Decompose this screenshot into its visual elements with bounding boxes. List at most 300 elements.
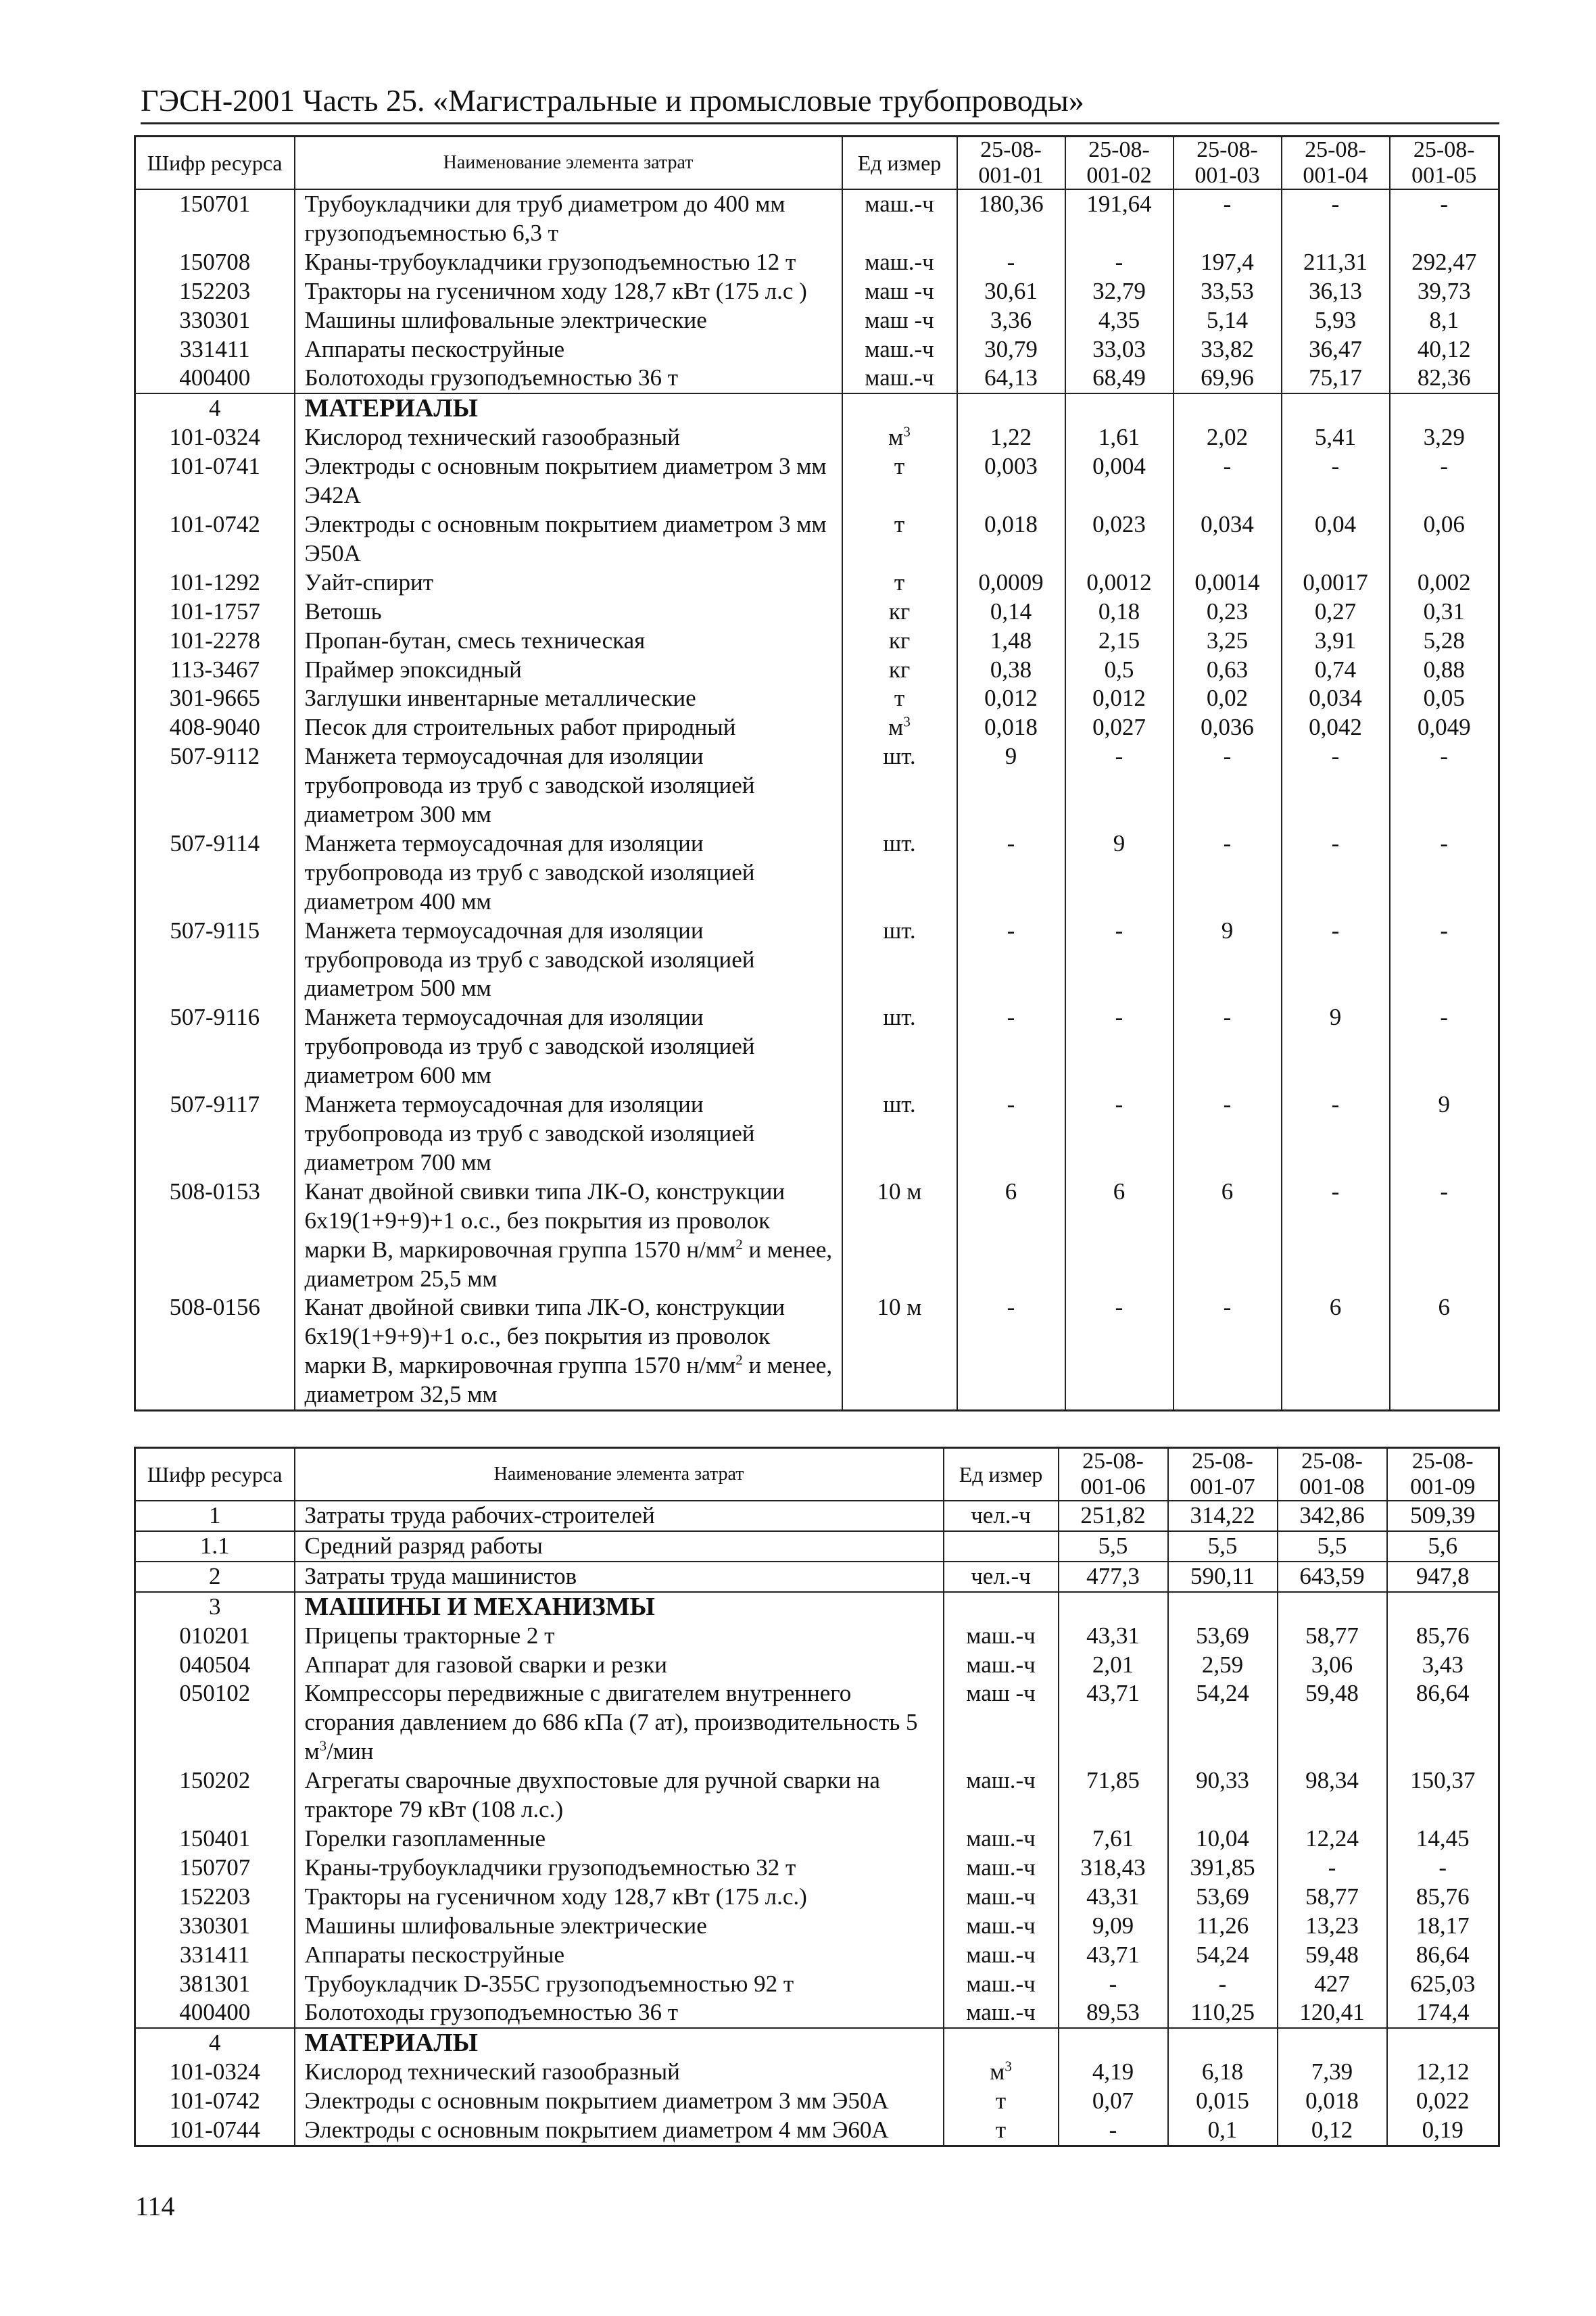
value-cell: 150,37 bbox=[1387, 1766, 1499, 1825]
value-cell: 5,6 bbox=[1387, 1531, 1499, 1562]
value-cell bbox=[1168, 2028, 1278, 2058]
unit-cell: маш.-ч bbox=[842, 335, 957, 364]
unit-cell: шт. bbox=[842, 917, 957, 1004]
resource-name: Краны-трубоукладчики грузоподъемностью 32 т bbox=[295, 1854, 944, 1883]
value-cell: 197,4 bbox=[1174, 248, 1282, 277]
value-cell: 180,36 bbox=[957, 189, 1065, 248]
resource-code: 101-0742 bbox=[135, 510, 295, 569]
resource-name: Манжета термоусадочная для изоляции трубопровода из труб с заводской изоляцией диаметром 500 мм bbox=[295, 917, 842, 1004]
value-cell: 53,69 bbox=[1168, 1622, 1278, 1651]
resource-code: 101-0324 bbox=[135, 2058, 295, 2087]
col-header-norm: 25-08- 001-01 bbox=[957, 137, 1065, 190]
value-cell: 6 bbox=[1282, 1293, 1390, 1410]
resource-code: 1.1 bbox=[135, 1531, 295, 1562]
unit-cell: $м^3$ bbox=[842, 713, 957, 742]
value-cell: 0,05 bbox=[1390, 684, 1499, 713]
resource-name: Канат двойной свивки типа ЛК-О, конструкции 6х19(1+9+9)+1 о.с., без покрытия из проволок марки В, маркировочная группа 1570 $н/мм^2$ и менее, диаметром 25,5 мм bbox=[295, 1178, 842, 1294]
value-cell bbox=[957, 393, 1065, 423]
table-row bbox=[135, 306, 1499, 335]
resource-code: 381301 bbox=[135, 1970, 295, 1999]
value-cell: 14,45 bbox=[1387, 1825, 1499, 1854]
value-cell bbox=[1174, 393, 1282, 423]
col-header-norm: 25-08- 001-09 bbox=[1387, 1448, 1499, 1501]
unit-cell: маш.-ч bbox=[842, 189, 957, 248]
table-row bbox=[135, 1178, 1499, 1294]
value-cell: 58,77 bbox=[1278, 1622, 1387, 1651]
value-cell: - bbox=[1065, 1003, 1174, 1090]
table-header-row bbox=[135, 1448, 1499, 1501]
value-cell: 7,61 bbox=[1059, 1825, 1168, 1854]
value-cell: 0,88 bbox=[1390, 656, 1499, 685]
resource-code: 101-1757 bbox=[135, 598, 295, 627]
table-row bbox=[135, 656, 1499, 685]
resource-code: 4 bbox=[135, 2028, 295, 2058]
resource-name: Ветошь bbox=[295, 598, 842, 627]
resource-code: 2 bbox=[135, 1562, 295, 1592]
resource-code: 3 bbox=[135, 1592, 295, 1622]
unit-cell: маш -ч bbox=[842, 306, 957, 335]
value-cell: - bbox=[1065, 1090, 1174, 1178]
table-row bbox=[135, 1854, 1499, 1883]
resource-code: 113-3467 bbox=[135, 656, 295, 685]
value-cell: 2,15 bbox=[1065, 627, 1174, 656]
table-row bbox=[135, 1651, 1499, 1680]
col-header-norm: 25-08- 001-04 bbox=[1282, 137, 1390, 190]
resource-name: МАТЕРИАЛЫ bbox=[295, 393, 842, 423]
value-cell: 90,33 bbox=[1168, 1766, 1278, 1825]
value-cell: 0,07 bbox=[1059, 2087, 1168, 2116]
unit-cell bbox=[944, 1592, 1059, 1622]
unit-cell: кг bbox=[842, 627, 957, 656]
table-row bbox=[135, 335, 1499, 364]
value-cell: - bbox=[1282, 452, 1390, 510]
resource-name: Трубоукладчик D-355C грузоподъемностью 92 т bbox=[295, 1970, 944, 1999]
value-cell: 9 bbox=[1174, 917, 1282, 1004]
value-cell: 590,11 bbox=[1168, 1562, 1278, 1592]
value-cell bbox=[1059, 2028, 1168, 2058]
value-cell bbox=[1390, 393, 1499, 423]
table-row bbox=[135, 364, 1499, 393]
value-cell: - bbox=[1282, 829, 1390, 917]
value-cell: 0,38 bbox=[957, 656, 1065, 685]
value-cell: 0,31 bbox=[1390, 598, 1499, 627]
value-cell: - bbox=[957, 829, 1065, 917]
resource-name: Заглушки инвентарные металлические bbox=[295, 684, 842, 713]
value-cell: - bbox=[1174, 829, 1282, 917]
resource-code: 331411 bbox=[135, 1941, 295, 1970]
unit-cell: т bbox=[842, 684, 957, 713]
value-cell bbox=[1168, 1592, 1278, 1622]
value-cell: 5,5 bbox=[1168, 1531, 1278, 1562]
value-cell: 85,76 bbox=[1387, 1883, 1499, 1912]
resource-name: Манжета термоусадочная для изоляции трубопровода из труб с заводской изоляцией диаметром 700 мм bbox=[295, 1090, 842, 1178]
table-row bbox=[135, 2087, 1499, 2116]
value-cell: 6 bbox=[1174, 1178, 1282, 1294]
value-cell: 2,01 bbox=[1059, 1651, 1168, 1680]
value-cell: - bbox=[1174, 742, 1282, 829]
value-cell: 5,28 bbox=[1390, 627, 1499, 656]
value-cell: 39,73 bbox=[1390, 277, 1499, 306]
value-cell: 0,0014 bbox=[1174, 569, 1282, 598]
value-cell: - bbox=[1390, 742, 1499, 829]
value-cell: 98,34 bbox=[1278, 1766, 1387, 1825]
value-cell: 5,5 bbox=[1278, 1531, 1387, 1562]
unit-cell: шт. bbox=[842, 742, 957, 829]
resource-code: 508-0156 bbox=[135, 1293, 295, 1410]
value-cell: - bbox=[957, 1003, 1065, 1090]
value-cell: - bbox=[1390, 917, 1499, 1004]
resource-code: 101-0742 bbox=[135, 2087, 295, 2116]
table-row bbox=[135, 684, 1499, 713]
resource-name: МАТЕРИАЛЫ bbox=[295, 2028, 944, 2058]
value-cell bbox=[1387, 1592, 1499, 1622]
resource-code: 050102 bbox=[135, 1679, 295, 1766]
value-cell: 10,04 bbox=[1168, 1825, 1278, 1854]
page-header: ГЭСН-2001 Часть 25. «Магистральные и промысловые трубопроводы» bbox=[141, 82, 1499, 124]
table-row bbox=[135, 829, 1499, 917]
resource-name: Манжета термоусадочная для изоляции трубопровода из труб с заводской изоляцией диаметром 400 мм bbox=[295, 829, 842, 917]
value-cell: 0,002 bbox=[1390, 569, 1499, 598]
table-row bbox=[135, 598, 1499, 627]
value-cell: 391,85 bbox=[1168, 1854, 1278, 1883]
value-cell: 292,47 bbox=[1390, 248, 1499, 277]
value-cell: 9 bbox=[1065, 829, 1174, 917]
value-cell: 59,48 bbox=[1278, 1941, 1387, 1970]
value-cell: 174,4 bbox=[1387, 1998, 1499, 2028]
value-cell: 0,012 bbox=[1065, 684, 1174, 713]
col-header-code: Шифр ресурса bbox=[135, 137, 295, 190]
table-row bbox=[135, 1531, 1499, 1562]
value-cell: 89,53 bbox=[1059, 1998, 1168, 2028]
value-cell: 86,64 bbox=[1387, 1941, 1499, 1970]
value-cell: - bbox=[1282, 1090, 1390, 1178]
table-row bbox=[135, 1883, 1499, 1912]
value-cell: 0,023 bbox=[1065, 510, 1174, 569]
value-cell: - bbox=[1059, 2116, 1168, 2146]
value-cell: 251,82 bbox=[1059, 1501, 1168, 1531]
unit-cell: 10 м bbox=[842, 1178, 957, 1294]
resource-code: 330301 bbox=[135, 306, 295, 335]
resource-name: Прицепы тракторные 2 т bbox=[295, 1622, 944, 1651]
section-row bbox=[135, 2028, 1499, 2058]
value-cell: - bbox=[1278, 1854, 1387, 1883]
value-cell: 5,93 bbox=[1282, 306, 1390, 335]
value-cell: 4,19 bbox=[1059, 2058, 1168, 2087]
value-cell: 11,26 bbox=[1168, 1912, 1278, 1941]
value-cell: 0,0017 bbox=[1282, 569, 1390, 598]
table-row bbox=[135, 1679, 1499, 1766]
value-cell: 53,69 bbox=[1168, 1883, 1278, 1912]
unit-cell: т bbox=[944, 2116, 1059, 2146]
table-row bbox=[135, 2058, 1499, 2087]
value-cell: 477,3 bbox=[1059, 1562, 1168, 1592]
value-cell: 110,25 bbox=[1168, 1998, 1278, 2028]
table-row bbox=[135, 1912, 1499, 1941]
value-cell: 191,64 bbox=[1065, 189, 1174, 248]
table-row bbox=[135, 627, 1499, 656]
table-row bbox=[135, 917, 1499, 1004]
unit-cell: маш.-ч bbox=[944, 1912, 1059, 1941]
value-cell: 43,71 bbox=[1059, 1941, 1168, 1970]
resource-code: 4 bbox=[135, 393, 295, 423]
value-cell: 0,042 bbox=[1282, 713, 1390, 742]
table-row bbox=[135, 1562, 1499, 1592]
resource-name: Электроды с основным покрытием диаметром 3 мм Э42А bbox=[295, 452, 842, 510]
unit-cell: маш -ч bbox=[842, 277, 957, 306]
table-row bbox=[135, 423, 1499, 452]
value-cell: 68,49 bbox=[1065, 364, 1174, 393]
resource-name: Агрегаты сварочные двухпостовые для ручной сварки на тракторе 79 кВт (108 л.с.) bbox=[295, 1766, 944, 1825]
value-cell: 0,74 bbox=[1282, 656, 1390, 685]
value-cell: 86,64 bbox=[1387, 1679, 1499, 1766]
value-cell: 6 bbox=[1065, 1178, 1174, 1294]
resource-code: 010201 bbox=[135, 1622, 295, 1651]
value-cell: 85,76 bbox=[1387, 1622, 1499, 1651]
value-cell: - bbox=[1174, 1293, 1282, 1410]
table-row bbox=[135, 1501, 1499, 1531]
value-cell: 0,004 bbox=[1065, 452, 1174, 510]
value-cell: 1,61 bbox=[1065, 423, 1174, 452]
value-cell: 0,049 bbox=[1390, 713, 1499, 742]
value-cell: 643,59 bbox=[1278, 1562, 1387, 1592]
unit-cell: маш.-ч bbox=[944, 1883, 1059, 1912]
unit-cell: чел.-ч bbox=[944, 1562, 1059, 1592]
resource-code: 101-0741 bbox=[135, 452, 295, 510]
value-cell: 0,63 bbox=[1174, 656, 1282, 685]
value-cell: 6 bbox=[957, 1178, 1065, 1294]
resource-table-1 bbox=[134, 135, 1500, 1412]
value-cell: - bbox=[1168, 1970, 1278, 1999]
value-cell: 43,71 bbox=[1059, 1679, 1168, 1766]
unit-cell: маш.-ч bbox=[944, 1998, 1059, 2028]
value-cell: 12,12 bbox=[1387, 2058, 1499, 2087]
unit-cell: маш.-ч bbox=[944, 1941, 1059, 1970]
table-row bbox=[135, 569, 1499, 598]
table-row bbox=[135, 1622, 1499, 1651]
table-row bbox=[135, 1090, 1499, 1178]
resource-code: 152203 bbox=[135, 277, 295, 306]
value-cell: 0,034 bbox=[1174, 510, 1282, 569]
resource-name: Аппараты пескоструйные bbox=[295, 1941, 944, 1970]
unit-cell bbox=[944, 1531, 1059, 1562]
resource-name: Кислород технический газообразный bbox=[295, 2058, 944, 2087]
value-cell: 0,18 bbox=[1065, 598, 1174, 627]
resource-code: 400400 bbox=[135, 364, 295, 393]
resource-name: Пропан-бутан, смесь техническая bbox=[295, 627, 842, 656]
unit-cell: маш.-ч bbox=[842, 248, 957, 277]
col-header-norm: 25-08- 001-05 bbox=[1390, 137, 1499, 190]
value-cell: 3,25 bbox=[1174, 627, 1282, 656]
resource-code: 150202 bbox=[135, 1766, 295, 1825]
table-row bbox=[135, 1825, 1499, 1854]
value-cell: 7,39 bbox=[1278, 2058, 1387, 2087]
value-cell bbox=[1282, 393, 1390, 423]
value-cell: 0,018 bbox=[957, 713, 1065, 742]
resource-name: Канат двойной свивки типа ЛК-О, конструкции 6х19(1+9+9)+1 о.с., без покрытия из проволок марки В, маркировочная группа 1570 $н/мм^2$ и менее, диаметром 32,5 мм bbox=[295, 1293, 842, 1410]
value-cell: 0,23 bbox=[1174, 598, 1282, 627]
col-header-unit: Ед измер bbox=[944, 1448, 1059, 1501]
value-cell: 36,13 bbox=[1282, 277, 1390, 306]
col-header-norm: 25-08- 001-06 bbox=[1059, 1448, 1168, 1501]
table-row bbox=[135, 1970, 1499, 1999]
resource-name: Болотоходы грузоподъемностью 36 т bbox=[295, 1998, 944, 2028]
value-cell: 2,59 bbox=[1168, 1651, 1278, 1680]
unit-cell: кг bbox=[842, 656, 957, 685]
value-cell: 4,35 bbox=[1065, 306, 1174, 335]
value-cell: - bbox=[1282, 1178, 1390, 1294]
value-cell: - bbox=[1174, 1090, 1282, 1178]
resource-name: Горелки газопламенные bbox=[295, 1825, 944, 1854]
value-cell: 64,13 bbox=[957, 364, 1065, 393]
value-cell: - bbox=[1390, 189, 1499, 248]
value-cell: 3,29 bbox=[1390, 423, 1499, 452]
value-cell: 1,48 bbox=[957, 627, 1065, 656]
value-cell: 211,31 bbox=[1282, 248, 1390, 277]
value-cell: 3,91 bbox=[1282, 627, 1390, 656]
value-cell: 30,61 bbox=[957, 277, 1065, 306]
value-cell: - bbox=[1174, 189, 1282, 248]
value-cell: 0,19 bbox=[1387, 2116, 1499, 2146]
resource-name: Трубоукладчики для труб диаметром до 400 мм грузоподъемностью 6,3 т bbox=[295, 189, 842, 248]
resource-code: 150401 bbox=[135, 1825, 295, 1854]
unit-cell: шт. bbox=[842, 1090, 957, 1178]
unit-cell: т bbox=[842, 510, 957, 569]
value-cell: 33,53 bbox=[1174, 277, 1282, 306]
resource-name: Машины шлифовальные электрические bbox=[295, 1912, 944, 1941]
value-cell bbox=[1278, 2028, 1387, 2058]
value-cell: 54,24 bbox=[1168, 1679, 1278, 1766]
resource-name: Машины шлифовальные электрические bbox=[295, 306, 842, 335]
unit-cell bbox=[842, 393, 957, 423]
resource-name: Электроды с основным покрытием диаметром 3 мм Э50А bbox=[295, 510, 842, 569]
col-header-norm: 25-08- 001-07 bbox=[1168, 1448, 1278, 1501]
value-cell: 314,22 bbox=[1168, 1501, 1278, 1531]
value-cell: 82,36 bbox=[1390, 364, 1499, 393]
resource-code: 101-0324 bbox=[135, 423, 295, 452]
value-cell: 0,012 bbox=[957, 684, 1065, 713]
value-cell: 33,03 bbox=[1065, 335, 1174, 364]
value-cell: 0,018 bbox=[957, 510, 1065, 569]
value-cell: 13,23 bbox=[1278, 1912, 1387, 1941]
value-cell: - bbox=[1390, 1178, 1499, 1294]
value-cell: 9 bbox=[1390, 1090, 1499, 1178]
value-cell: 58,77 bbox=[1278, 1883, 1387, 1912]
value-cell: - bbox=[1282, 917, 1390, 1004]
unit-cell: т bbox=[944, 2087, 1059, 2116]
col-header-norm: 25-08- 001-03 bbox=[1174, 137, 1282, 190]
value-cell: 0,022 bbox=[1387, 2087, 1499, 2116]
resource-code: 150708 bbox=[135, 248, 295, 277]
value-cell: 36,47 bbox=[1282, 335, 1390, 364]
table-row bbox=[135, 277, 1499, 306]
value-cell: 43,31 bbox=[1059, 1883, 1168, 1912]
value-cell: 0,1 bbox=[1168, 2116, 1278, 2146]
value-cell: - bbox=[1065, 1293, 1174, 1410]
value-cell: - bbox=[1282, 742, 1390, 829]
value-cell: 6,18 bbox=[1168, 2058, 1278, 2087]
resource-name: Аппарат для газовой сварки и резки bbox=[295, 1651, 944, 1680]
value-cell: 33,82 bbox=[1174, 335, 1282, 364]
value-cell: 0,003 bbox=[957, 452, 1065, 510]
value-cell: - bbox=[1387, 1854, 1499, 1883]
table-row bbox=[135, 1941, 1499, 1970]
page-number: 114 bbox=[135, 2191, 175, 2221]
resource-name: Средний разряд работы bbox=[295, 1531, 944, 1562]
value-cell: - bbox=[1390, 1003, 1499, 1090]
value-cell bbox=[1278, 1592, 1387, 1622]
resource-code: 040504 bbox=[135, 1651, 295, 1680]
value-cell: - bbox=[957, 1090, 1065, 1178]
value-cell: 0,018 bbox=[1278, 2087, 1387, 2116]
value-cell: 9 bbox=[1282, 1003, 1390, 1090]
value-cell: 625,03 bbox=[1387, 1970, 1499, 1999]
unit-cell: маш.-ч bbox=[944, 1651, 1059, 1680]
resource-code: 330301 bbox=[135, 1912, 295, 1941]
unit-cell: чел.-ч bbox=[944, 1501, 1059, 1531]
value-cell: 0,14 bbox=[957, 598, 1065, 627]
value-cell: 0,015 bbox=[1168, 2087, 1278, 2116]
col-header-name: Наименование элемента затрат bbox=[295, 1448, 944, 1501]
col-header-norm: 25-08- 001-08 bbox=[1278, 1448, 1387, 1501]
value-cell: - bbox=[1174, 1003, 1282, 1090]
resource-name: Краны-трубоукладчики грузоподъемностью 12 т bbox=[295, 248, 842, 277]
value-cell: - bbox=[957, 248, 1065, 277]
value-cell: - bbox=[1059, 1970, 1168, 1999]
resource-code: 507-9117 bbox=[135, 1090, 295, 1178]
unit-cell: маш.-ч bbox=[944, 1766, 1059, 1825]
resource-name: Праймер эпоксидный bbox=[295, 656, 842, 685]
col-header-code: Шифр ресурса bbox=[135, 1448, 295, 1501]
section-row bbox=[135, 1592, 1499, 1622]
value-cell bbox=[1059, 1592, 1168, 1622]
resource-code: 507-9115 bbox=[135, 917, 295, 1004]
resource-name: Болотоходы грузоподъемностью 36 т bbox=[295, 364, 842, 393]
value-cell: 5,14 bbox=[1174, 306, 1282, 335]
value-cell: 1,22 bbox=[957, 423, 1065, 452]
resource-name: Аппараты пескоструйные bbox=[295, 335, 842, 364]
value-cell: 3,36 bbox=[957, 306, 1065, 335]
value-cell: 509,39 bbox=[1387, 1501, 1499, 1531]
resource-name: Песок для строительных работ природный bbox=[295, 713, 842, 742]
value-cell: 0,027 bbox=[1065, 713, 1174, 742]
resource-name: Затраты труда рабочих-строителей bbox=[295, 1501, 944, 1531]
value-cell: 30,79 bbox=[957, 335, 1065, 364]
value-cell: 0,27 bbox=[1282, 598, 1390, 627]
value-cell: 9,09 bbox=[1059, 1912, 1168, 1941]
table-row bbox=[135, 1003, 1499, 1090]
unit-cell: шт. bbox=[842, 1003, 957, 1090]
unit-cell: 10 м bbox=[842, 1293, 957, 1410]
resource-name: Затраты труда машинистов bbox=[295, 1562, 944, 1592]
value-cell: 318,43 bbox=[1059, 1854, 1168, 1883]
table-row bbox=[135, 713, 1499, 742]
value-cell: 59,48 bbox=[1278, 1679, 1387, 1766]
value-cell: 40,12 bbox=[1390, 335, 1499, 364]
value-cell: 69,96 bbox=[1174, 364, 1282, 393]
value-cell: - bbox=[1390, 452, 1499, 510]
resource-name: Электроды с основным покрытием диаметром 3 мм Э50А bbox=[295, 2087, 944, 2116]
unit-cell: маш.-ч bbox=[944, 1825, 1059, 1854]
resource-name: Уайт-спирит bbox=[295, 569, 842, 598]
resource-code: 152203 bbox=[135, 1883, 295, 1912]
unit-cell bbox=[944, 2028, 1059, 2058]
unit-cell: маш.-ч bbox=[944, 1622, 1059, 1651]
resource-code: 101-0744 bbox=[135, 2116, 295, 2146]
col-header-norm: 25-08- 001-02 bbox=[1065, 137, 1174, 190]
value-cell: 0,02 bbox=[1174, 684, 1282, 713]
value-cell: 43,31 bbox=[1059, 1622, 1168, 1651]
value-cell: 0,04 bbox=[1282, 510, 1390, 569]
